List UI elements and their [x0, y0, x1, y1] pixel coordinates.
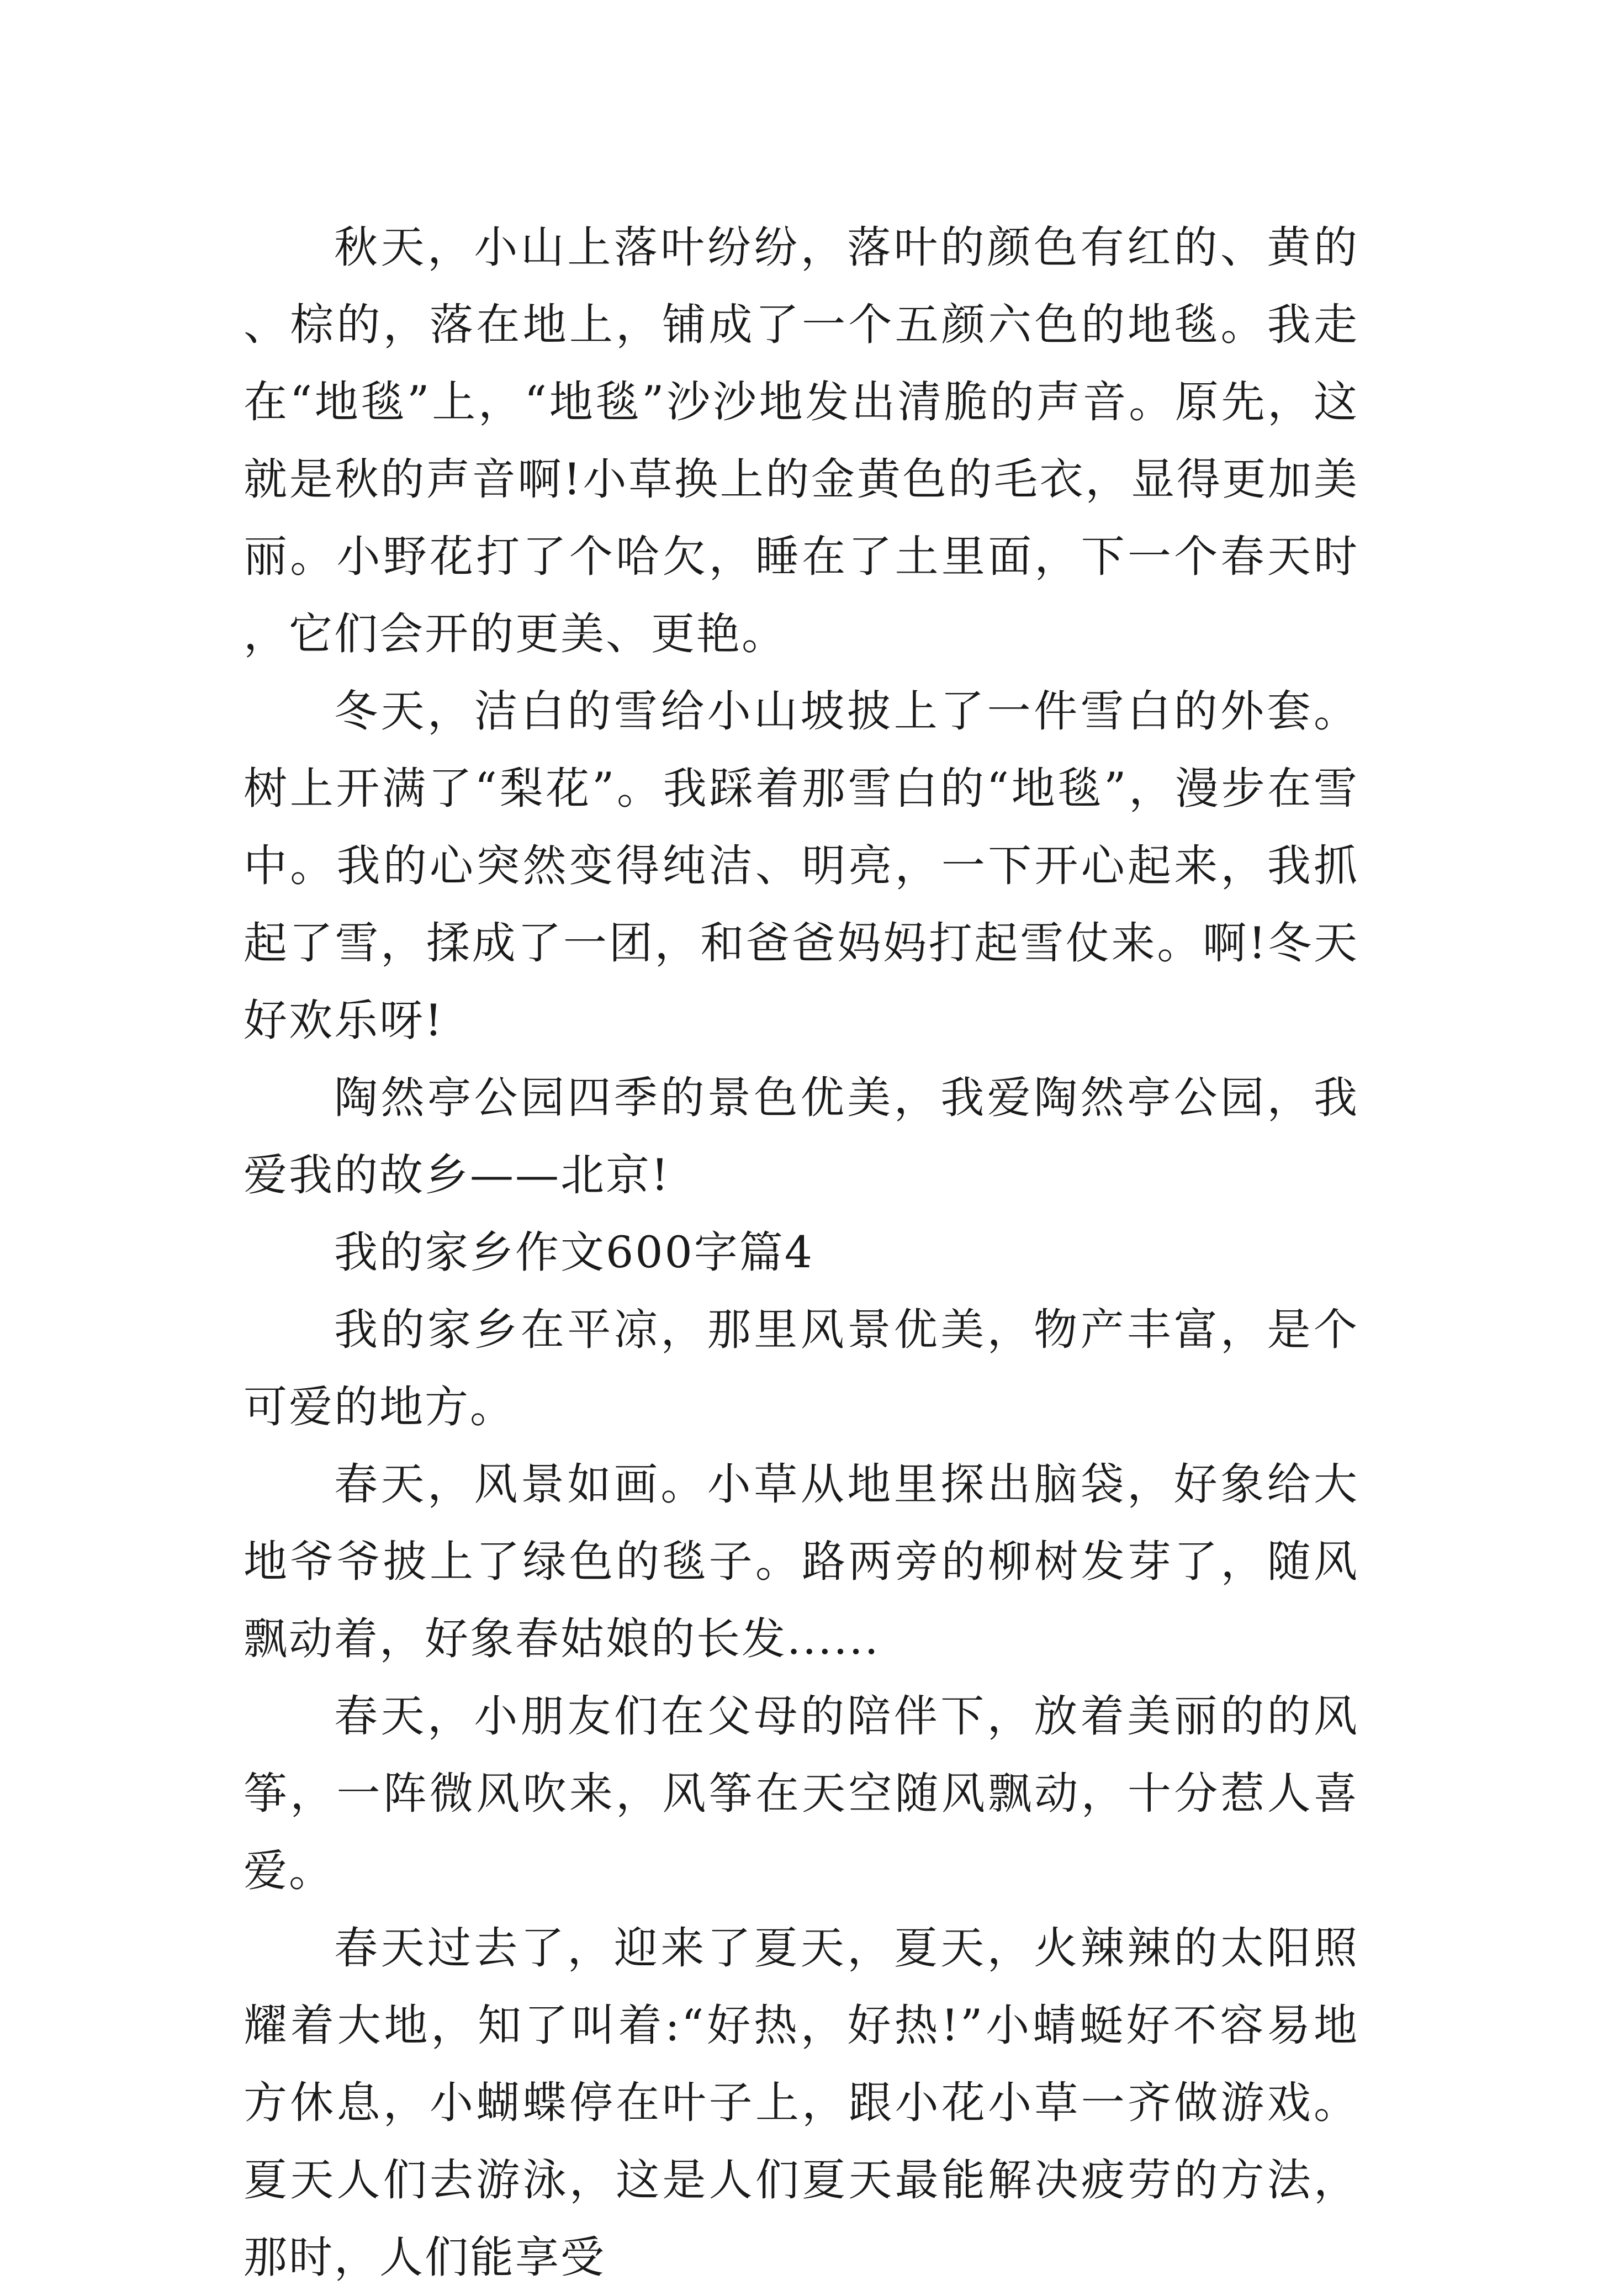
paragraph-spring-scenery: 春天，风景如画。小草从地里探出脑袋，好象给大地爷爷披上了绿色的毯子。路两旁的柳树发芽了，随风飘动着，好象春姑娘的长发......: [244, 1459, 1359, 1664]
paragraph-spring-kites: 春天，小朋友们在父母的陪伴下，放着美丽的的风筝，一阵微风吹来，风筝在天空随风飘动，十分惹人喜爱。: [244, 1691, 1359, 1896]
paragraph-conclusion: 陶然亭公园四季的景色优美，我爱陶然亭公园，我爱我的故乡——北京!: [244, 1072, 1359, 1200]
essay-heading: 我的家乡作文600字篇4: [334, 1227, 814, 1278]
article-body: [244, 209, 1359, 2296]
paragraph-intro: 我的家乡在平凉，那里风景优美，物产丰富，是个可爱的地方。: [244, 1304, 1359, 1432]
paragraph-autumn: 秋天，小山上落叶纷纷，落叶的颜色有红的、黄的、棕的，落在地上，铺成了一个五颜六色的地毯。我走在“地毯”上，“地毯”沙沙地发出清脆的声音。原先，这就是秋的声音啊!小草换上的金黄色的毛衣，显得更加美丽。小野花打了个哈欠，睡在了土里面，下一个春天时，它们会开的更美、更艳。: [244, 222, 1359, 659]
paragraph-winter: 冬天，洁白的雪给小山坡披上了一件雪白的外套。树上开满了“梨花”。我踩着那雪白的“地毯”，漫步在雪中。我的心突然变得纯洁、明亮，一下开心起来，我抓起了雪，揉成了一团，和爸爸妈妈打起雪仗来。啊!冬天好欢乐呀!: [244, 686, 1359, 1046]
paragraph-summer: 春天过去了，迎来了夏天，夏天，火辣辣的太阳照耀着大地，知了叫着:“好热，好热!”小蜻蜓好不容易地方休息，小蝴蝶停在叶子上，跟小花小草一齐做游戏。夏天人们去游泳，这是人们夏天最能解决疲劳的方法，那时，人们能享受: [244, 1923, 1359, 2283]
